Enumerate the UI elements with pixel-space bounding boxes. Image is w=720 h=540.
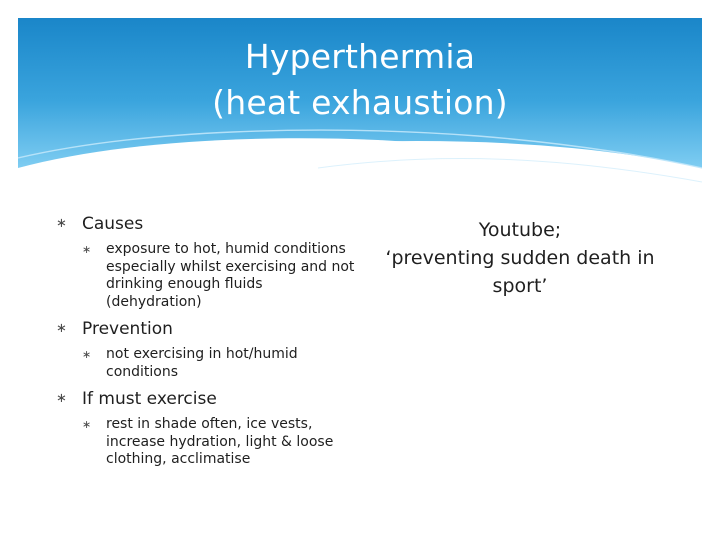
sub-bullet-icon: ∗ xyxy=(82,348,92,361)
bullet-causes xyxy=(56,212,356,311)
page-title xyxy=(18,34,702,126)
sub-bullet-text: not exercising in hot/humid conditions xyxy=(106,346,298,380)
bullet-label: Prevention xyxy=(82,319,173,339)
bullet-icon: ∗ xyxy=(56,216,67,231)
bullet-icon: ∗ xyxy=(56,391,67,406)
bullet-icon: ∗ xyxy=(56,321,67,336)
bullet-list xyxy=(56,212,356,475)
bullet-label: Causes xyxy=(82,214,144,234)
video-reference xyxy=(360,216,680,300)
sub-bullet-icon: ∗ xyxy=(82,418,92,431)
title-line-1: Hyperthermia xyxy=(244,37,476,76)
bullet-label: If must exercise xyxy=(82,389,217,409)
sub-bullet-text: rest in shade often, ice vests, increase hydration, light & loose clothing, acclimatise xyxy=(106,416,334,467)
bullet-if-must-exercise xyxy=(56,387,356,469)
sub-bullet-icon: ∗ xyxy=(82,243,92,256)
bullet-prevention xyxy=(56,317,356,381)
title-banner xyxy=(18,18,702,202)
sub-bullet-text: exposure to hot, humid conditions especially whilst exercising and not drinking enough fluids (dehydration) xyxy=(106,241,355,310)
video-source: Youtube; xyxy=(478,219,562,241)
video-title: ‘preventing sudden death in sport’ xyxy=(385,247,655,297)
title-line-2: (heat exhaustion) xyxy=(212,83,508,122)
